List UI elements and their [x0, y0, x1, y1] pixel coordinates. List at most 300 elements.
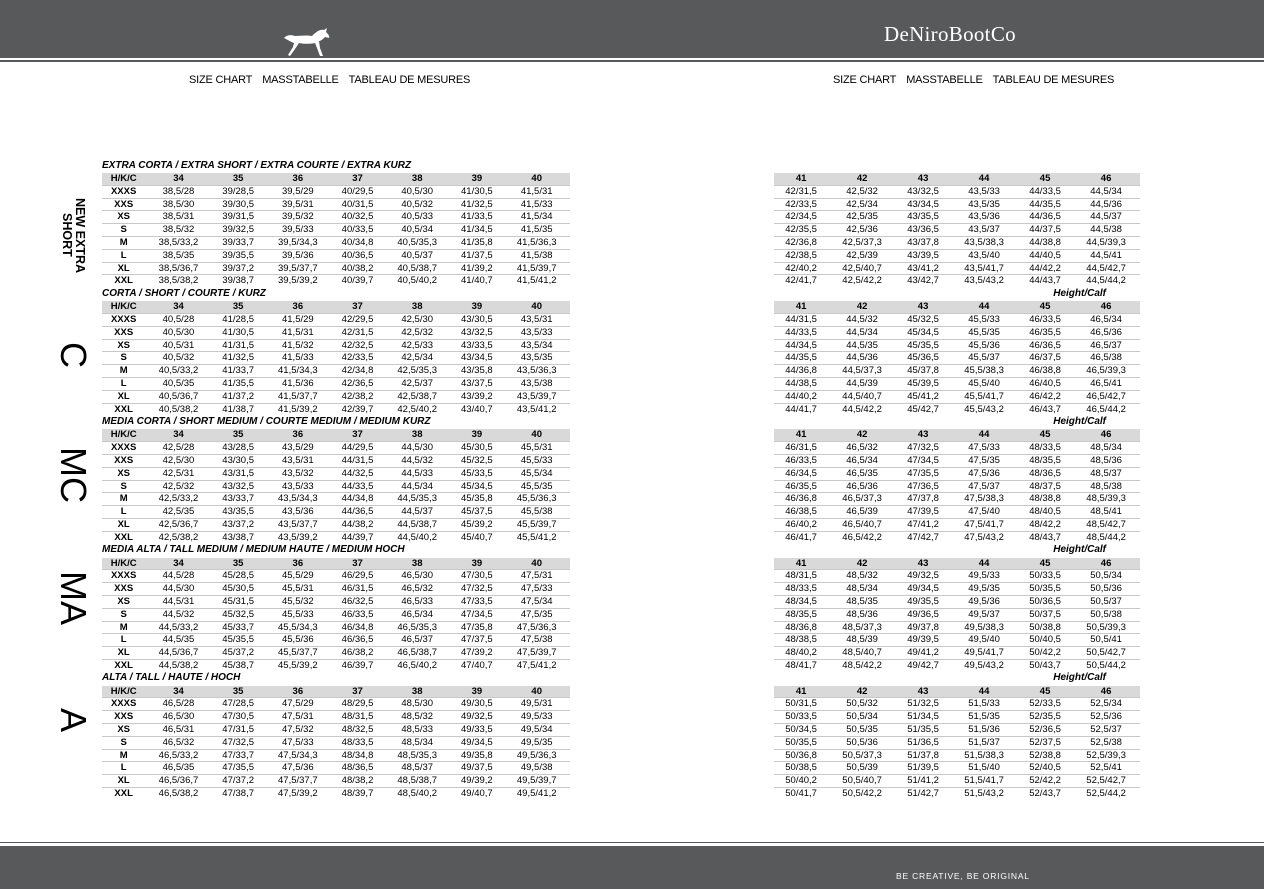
table-row [102, 608, 570, 621]
table-cell: 42/41,7 [774, 275, 828, 287]
size-header-cell: 36 [265, 301, 331, 314]
caption-row [774, 544, 1140, 558]
table-cell: 42,5/40,7 [828, 262, 896, 275]
table-cell: 51/41,2 [896, 775, 950, 788]
table-cell: 40,5/38,2 [145, 403, 211, 415]
table-cell: 39/32,5 [212, 224, 265, 237]
size-header-cell: 46 [1072, 173, 1140, 186]
size-label: S [102, 352, 145, 365]
table-row [102, 724, 570, 737]
table-cell: 46/33,5 [1018, 313, 1072, 326]
table-cell: 45,5/38 [503, 506, 570, 519]
table-cell: 48,5/34 [828, 583, 896, 596]
table-cell: 39/37,2 [212, 262, 265, 275]
table-cell: 40,5/33 [384, 211, 450, 224]
table-cell: 42,5/33,2 [145, 493, 211, 506]
table-cell: 44/41,7 [774, 403, 828, 415]
size-header-cell: 43 [896, 685, 950, 698]
table-cell: 43,5/29 [265, 442, 331, 455]
table-cell: 46,5/28 [145, 698, 211, 711]
table-cell: 41/35,5 [212, 377, 265, 390]
table-cell: 44/33,5 [331, 480, 384, 493]
table-cell: 49,5/31 [503, 698, 570, 711]
table-cell: 38,5/31 [145, 211, 211, 224]
table-cell: 47,5/29 [265, 698, 331, 711]
brand-logo: DeNiroBootCo [884, 22, 1016, 46]
table-cell: 42/33,5 [331, 352, 384, 365]
size-label: XS [102, 595, 145, 608]
table-cell: 50/42,2 [1018, 647, 1072, 660]
table-row [102, 262, 570, 275]
table-cell: 42,5/42,2 [828, 275, 896, 287]
table-cell: 49/41,2 [896, 647, 950, 660]
table-row [774, 480, 1140, 493]
table-cell: 45/32,5 [212, 608, 265, 621]
table-cell: 47/32,5 [450, 583, 503, 596]
table-cell: 48,5/44,2 [1072, 531, 1140, 543]
table-cell: 42/40,2 [774, 262, 828, 275]
table-cell: 46,5/35 [828, 467, 896, 480]
size-header-cell: 45 [1018, 557, 1072, 570]
table-cell: 43/39,2 [450, 390, 503, 403]
table-cell: 50/40,5 [1018, 634, 1072, 647]
table-cell: 43/39,5 [896, 249, 950, 262]
table-cell: 50/33,5 [774, 711, 828, 724]
size-header-cell: 34 [145, 429, 211, 442]
table-row [102, 634, 570, 647]
size-label: XL [102, 647, 145, 660]
table-cell: 41,5/31 [503, 185, 570, 198]
table-cell: 41,5/34,3 [265, 365, 331, 378]
table-cell: 46,5/30 [145, 711, 211, 724]
size-label: XXS [102, 326, 145, 339]
table-cell: 52/43,7 [1018, 788, 1072, 800]
table-cell: 42/35,5 [774, 224, 828, 237]
size-header-cell: 44 [950, 429, 1018, 442]
size-header-cell: 42 [828, 301, 896, 314]
table-cell: 47,5/31 [503, 570, 570, 583]
table-cell: 45/28,5 [212, 570, 265, 583]
table-cell: 47/35,5 [896, 467, 950, 480]
table-cell: 49/34,5 [896, 583, 950, 596]
table-cell: 41,5/36 [265, 377, 331, 390]
table-cell: 44,5/32 [145, 608, 211, 621]
table-cell: 48/36,5 [331, 762, 384, 775]
size-label: S [102, 608, 145, 621]
size-header-cell: 43 [896, 557, 950, 570]
table-cell: 40/39,7 [331, 275, 384, 287]
size-header-cell: 43 [896, 301, 950, 314]
table-row [774, 659, 1140, 671]
table-cell: 44/38,2 [331, 518, 384, 531]
size-header-cell: 34 [145, 685, 211, 698]
table-cell: 48,5/36 [828, 608, 896, 621]
table-cell: 48/35,5 [1018, 454, 1072, 467]
table-cell: 44,5/33 [384, 467, 450, 480]
size-header-cell: 41 [774, 557, 828, 570]
table-cell: 50,5/44,2 [1072, 659, 1140, 671]
table-cell: 44,5/44,2 [1072, 275, 1140, 287]
table-row [102, 621, 570, 634]
table-row [774, 454, 1140, 467]
table-cell: 46,5/34 [384, 608, 450, 621]
table-cell: 47,5/35 [503, 608, 570, 621]
table-cell: 39/35,5 [212, 249, 265, 262]
size-header-cell: 41 [774, 301, 828, 314]
size-header-cell: 40 [503, 685, 570, 698]
size-label: XXL [102, 531, 145, 543]
size-header-cell: 44 [950, 301, 1018, 314]
table-row [774, 621, 1140, 634]
table-cell: 38,5/36,7 [145, 262, 211, 275]
table-row [102, 762, 570, 775]
table-cell: 42,5/33 [384, 339, 450, 352]
size-label: L [102, 377, 145, 390]
table-cell: 47,5/37 [950, 480, 1018, 493]
size-header-row [774, 173, 1140, 186]
table-cell: 50,5/37 [1072, 595, 1140, 608]
table-cell: 43/30,5 [450, 313, 503, 326]
table-cell: 43/33,5 [450, 339, 503, 352]
size-header-cell: 42 [828, 429, 896, 442]
table-cell: 42/32,5 [331, 339, 384, 352]
table-row [774, 736, 1140, 749]
table-row [102, 467, 570, 480]
table-row [102, 185, 570, 198]
table-cell: 46,5/36 [828, 480, 896, 493]
size-label: XXL [102, 275, 145, 287]
table-cell: 40,5/40,2 [384, 275, 450, 287]
table-row [774, 442, 1140, 455]
table-cell: 43/37,2 [212, 518, 265, 531]
table-cell: 41/32,5 [212, 352, 265, 365]
table-row [774, 506, 1140, 519]
table-cell: 43,5/33 [503, 326, 570, 339]
table-cell: 43/37,5 [450, 377, 503, 390]
table-row [102, 390, 570, 403]
table-row [102, 698, 570, 711]
code-new-extra-short: NEW EXTRA SHORT [60, 197, 87, 273]
size-header-cell: 41 [774, 685, 828, 698]
size-label: XXS [102, 583, 145, 596]
table-cell: 45,5/32 [265, 595, 331, 608]
table-cell: 44,5/37 [384, 506, 450, 519]
table-cell: 43/35,5 [212, 506, 265, 519]
table-cell: 40,5/36,7 [145, 390, 211, 403]
table-cell: 41,5/31 [265, 326, 331, 339]
table-row [102, 736, 570, 749]
table-row [774, 275, 1140, 287]
table-row [102, 224, 570, 237]
table-row [774, 249, 1140, 262]
table-cell: 48,5/35 [828, 595, 896, 608]
table-cell: 50/38,8 [1018, 621, 1072, 634]
table-cell: 43/41,2 [896, 262, 950, 275]
table-cell: 49/39,5 [896, 634, 950, 647]
size-label: XXS [102, 198, 145, 211]
table-cell: 49,5/43,2 [950, 659, 1018, 671]
table-cell: 47,5/36,3 [503, 621, 570, 634]
table-cell: 50,5/38 [1072, 608, 1140, 621]
table-cell: 46,5/34 [1072, 313, 1140, 326]
table-cell: 46,5/38 [1072, 352, 1140, 365]
table-cell: 49/42,7 [896, 659, 950, 671]
table-cell: 44,5/28 [145, 570, 211, 583]
table-cell: 47,5/33 [950, 442, 1018, 455]
size-label: XS [102, 339, 145, 352]
table-cell: 49/33,5 [450, 724, 503, 737]
size-header-cell: 44 [950, 685, 1018, 698]
size-label: XL [102, 518, 145, 531]
height-codes [44, 160, 102, 770]
table-row [102, 326, 570, 339]
table-row [774, 518, 1140, 531]
table-cell: 48,5/32 [828, 570, 896, 583]
table-cell: 48/33,5 [774, 583, 828, 596]
table-cell: 45/35,5 [896, 339, 950, 352]
table-cell: 44,5/41 [1072, 249, 1140, 262]
table-cell: 44/36,5 [1018, 211, 1072, 224]
table-cell: 40/31,5 [331, 198, 384, 211]
table-cell: 44,5/38,2 [145, 659, 211, 671]
size-header-cell: 46 [1072, 301, 1140, 314]
table-cell: 46/38,2 [331, 647, 384, 660]
table-cell: 43,5/41,7 [950, 262, 1018, 275]
table-cell: 40,5/37 [384, 249, 450, 262]
table-cell: 45,5/37,7 [265, 647, 331, 660]
table-cell: 52,5/41 [1072, 762, 1140, 775]
table-cell: 40,5/31 [145, 339, 211, 352]
table-cell: 39,5/33 [265, 224, 331, 237]
table-cell: 46,5/41 [1072, 377, 1140, 390]
table-cell: 51,5/38,3 [950, 749, 1018, 762]
table-cell: 51/34,5 [896, 711, 950, 724]
table-cell: 44/38,8 [1018, 236, 1072, 249]
table-cell: 47/41,2 [896, 518, 950, 531]
table-cell: 46/37,5 [1018, 352, 1072, 365]
section-title-row [102, 287, 570, 301]
table-cell: 43/33,7 [212, 493, 265, 506]
tableau-label: TABLEAU DE MESURES [348, 74, 471, 86]
table-cell: 49/35,8 [450, 749, 503, 762]
table-cell: 46/33,5 [331, 608, 384, 621]
table-cell: 44,5/30 [145, 583, 211, 596]
table-cell: 50/37,5 [1018, 608, 1072, 621]
table-cell: 42/29,5 [331, 313, 384, 326]
size-header-row [102, 557, 570, 570]
table-cell: 48/40,5 [1018, 506, 1072, 519]
table-cell: 44,5/34 [1072, 185, 1140, 198]
table-cell: 43/34,5 [450, 352, 503, 365]
table-cell: 39,5/31 [265, 198, 331, 211]
table-cell: 45,5/29 [265, 570, 331, 583]
size-header-cell: 45 [1018, 173, 1072, 186]
size-header-cell: 43 [896, 173, 950, 186]
size-header-cell: 38 [384, 429, 450, 442]
table-cell: 45/40,7 [450, 531, 503, 543]
table-cell: 43/36,5 [896, 224, 950, 237]
table-cell: 44/40,5 [1018, 249, 1072, 262]
table-cell: 51,5/41,7 [950, 775, 1018, 788]
size-label: L [102, 634, 145, 647]
table-cell: 49,5/38,3 [950, 621, 1018, 634]
table-cell: 44,5/37 [1072, 211, 1140, 224]
table-cell: 49,5/33 [503, 711, 570, 724]
size-header-cell: 35 [212, 557, 265, 570]
table-cell: 48,5/40,7 [828, 647, 896, 660]
table-row [774, 647, 1140, 660]
size-header-cell: 44 [950, 557, 1018, 570]
code-mc: MC [53, 447, 94, 503]
table-cell: 47/35,5 [212, 762, 265, 775]
table-cell: 42/34,5 [774, 211, 828, 224]
table-cell: 44,5/40,2 [384, 531, 450, 543]
table-cell: 50/36,5 [1018, 595, 1072, 608]
size-header-cell: 37 [331, 173, 384, 186]
table-cell: 43,5/36,3 [503, 365, 570, 378]
table-cell: 43,5/33 [950, 185, 1018, 198]
table-cell: 45,5/43,2 [950, 403, 1018, 415]
table-cell: 39/31,5 [212, 211, 265, 224]
table-cell: 45/34,5 [450, 480, 503, 493]
table-cell: 43,5/36 [950, 211, 1018, 224]
caption-row [774, 159, 1140, 173]
table-cell: 40/34,8 [331, 236, 384, 249]
table-cell: 46,5/39,3 [1072, 365, 1140, 378]
table-cell: 47,5/32 [265, 724, 331, 737]
table-cell: 44/29,5 [331, 442, 384, 455]
table-cell: 45,5/34 [503, 467, 570, 480]
size-header-cell: 39 [450, 429, 503, 442]
size-header-cell: 41 [774, 429, 828, 442]
table-cell: 39,5/34,3 [265, 236, 331, 249]
table-cell: 41,5/41,2 [503, 275, 570, 287]
table-cell: 49,5/38 [503, 762, 570, 775]
table-cell: 48,5/30 [384, 698, 450, 711]
table-row [102, 647, 570, 660]
size-header-cell: 35 [212, 173, 265, 186]
size-label: XXL [102, 659, 145, 671]
table-cell: 52/33,5 [1018, 698, 1072, 711]
table-cell: 49,5/33 [950, 570, 1018, 583]
size-header-cell: 44 [950, 173, 1018, 186]
table-cell: 40,5/35 [145, 377, 211, 390]
table-cell: 41/33,7 [212, 365, 265, 378]
table-cell: 50,5/39,3 [1072, 621, 1140, 634]
table-cell: 40/32,5 [331, 211, 384, 224]
table-cell: 42,5/30 [384, 313, 450, 326]
table-cell: 46/34,5 [774, 467, 828, 480]
table-cell: 49/37,8 [896, 621, 950, 634]
section-title: EXTRA CORTA / EXTRA SHORT / EXTRA COURTE / EXTRA KURZ [102, 159, 412, 171]
table-cell: 46,5/31 [145, 724, 211, 737]
table-cell: 43,5/38,3 [950, 236, 1018, 249]
table-cell: 47/36,5 [896, 480, 950, 493]
height-calf-caption [774, 159, 1140, 173]
table-row [774, 531, 1140, 543]
table-cell: 45,5/33 [265, 608, 331, 621]
size-label: XXXS [102, 698, 145, 711]
table-cell: 51/37,8 [896, 749, 950, 762]
table-row [774, 570, 1140, 583]
table-cell: 45,5/33 [503, 454, 570, 467]
hkc-label: H/K/C [102, 557, 145, 570]
table-cell: 49,5/41,7 [950, 647, 1018, 660]
table-row [102, 403, 570, 415]
table-cell: 46,5/32 [384, 583, 450, 596]
size-header-cell: 35 [212, 301, 265, 314]
table-cell: 49/30,5 [450, 698, 503, 711]
table-cell: 45/39,2 [450, 518, 503, 531]
size-label: L [102, 249, 145, 262]
table-cell: 48/33,5 [1018, 442, 1072, 455]
table-cell: 45,5/39,2 [265, 659, 331, 671]
table-cell: 39,5/37,7 [265, 262, 331, 275]
table-cell: 48/35,5 [774, 608, 828, 621]
table-cell: 43/28,5 [212, 442, 265, 455]
table-cell: 46,5/44,2 [1072, 403, 1140, 415]
table-cell: 46/39,7 [331, 659, 384, 671]
table-row [102, 506, 570, 519]
table-cell: 48,5/35,3 [384, 749, 450, 762]
table-cell: 47/28,5 [212, 698, 265, 711]
table-cell: 51,5/33 [950, 698, 1018, 711]
table-cell: 49,5/36 [950, 595, 1018, 608]
size-header-cell: 34 [145, 173, 211, 186]
table-cell: 43/30,5 [212, 454, 265, 467]
table-cell: 42,5/34 [384, 352, 450, 365]
table-cell: 42,5/38,7 [384, 390, 450, 403]
table-cell: 43/31,5 [212, 467, 265, 480]
table-cell: 44,5/34 [828, 326, 896, 339]
size-header-cell: 39 [450, 173, 503, 186]
table-cell: 42/38,5 [774, 249, 828, 262]
table-cell: 46/33,5 [774, 454, 828, 467]
table-row [774, 326, 1140, 339]
table-cell: 43,5/37 [950, 224, 1018, 237]
table-row [774, 634, 1140, 647]
table-cell: 48,5/36 [1072, 454, 1140, 467]
size-chart-label: SIZE CHART [833, 74, 897, 86]
table-row [774, 711, 1140, 724]
table-cell: 49,5/35 [950, 583, 1018, 596]
table-row [102, 454, 570, 467]
table-cell: 39/30,5 [212, 198, 265, 211]
size-header-cell: 36 [265, 173, 331, 186]
table-cell: 45/33,5 [450, 467, 503, 480]
table-cell: 45/42,7 [896, 403, 950, 415]
size-label: XS [102, 467, 145, 480]
table-row [102, 339, 570, 352]
height-calf-caption: Height/Calf [1053, 287, 1106, 299]
table-cell: 44/34,8 [331, 493, 384, 506]
table-cell: 44,5/42,7 [1072, 262, 1140, 275]
size-header-cell: 34 [145, 301, 211, 314]
size-header-cell: 40 [503, 301, 570, 314]
table-row [774, 493, 1140, 506]
table-cell: 40/36,5 [331, 249, 384, 262]
section-title-row [102, 159, 570, 173]
caption-row [774, 287, 1140, 301]
table-cell: 48/38,5 [774, 634, 828, 647]
table-row [774, 198, 1140, 211]
table-cell: 47,5/37,7 [265, 775, 331, 788]
size-header-cell: 38 [384, 173, 450, 186]
size-header-cell: 37 [331, 685, 384, 698]
table-cell: 48,5/40,2 [384, 788, 450, 800]
table-cell: 45,5/33 [950, 313, 1018, 326]
size-header-cell: 45 [1018, 429, 1072, 442]
